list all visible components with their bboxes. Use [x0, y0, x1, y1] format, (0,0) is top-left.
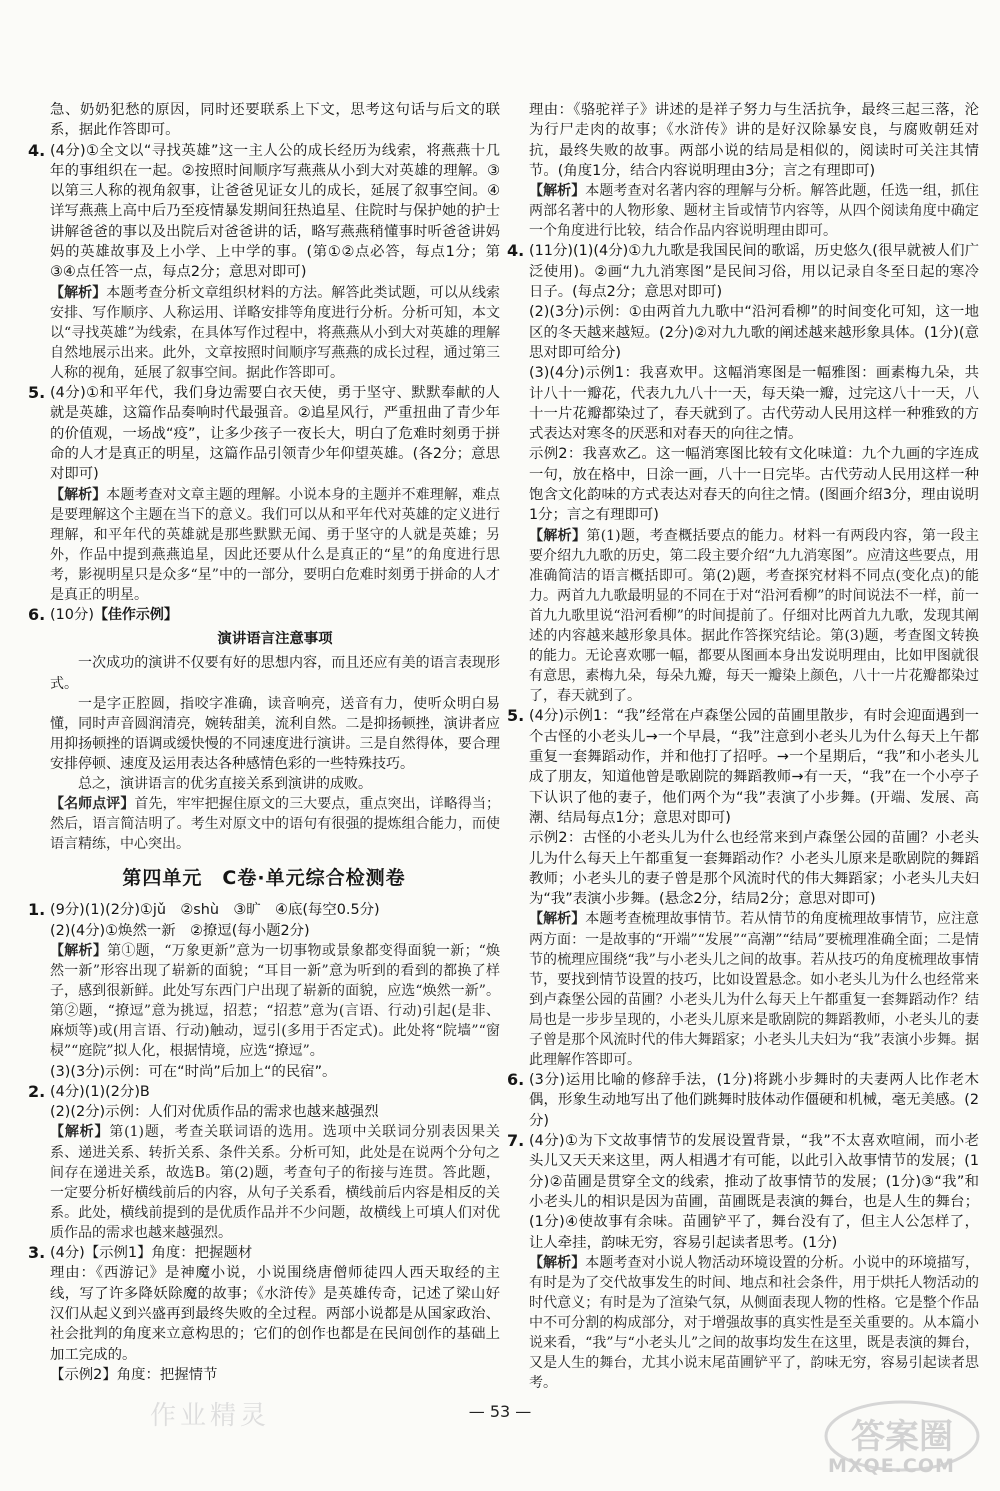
analysis-text: 本题考查对小说人物活动环境设置的分析。小说中的环境描写，有时是为了交代故事发生的时间、地点和社会条件，用于烘托人物活动的时代意义；有时是为了渲染气氛，从侧面表现人物的性格。它是整个作品中不可分割的构成部分，对于增强故事的真实性是至关重要的。从本篇小说来看，“我”与“小老头儿”之间的故事均发生在这里，既是表演的舞台，又是人生的舞台，尤其小说末尾苗圃铲平了，韵味无穷，容易引起读者思考。: [529, 1254, 980, 1392]
question-4: [28, 141, 500, 384]
analysis-tag: 【解析】: [50, 1124, 110, 1141]
teacher-comment: [50, 794, 500, 854]
answer-line: (9分)(1)(2分)①jǔ ②shù ③旷 ④底(每空0.5分): [50, 902, 380, 919]
answer-text: (3)(4分)示例1：我喜欢甲。这幅消寒图是一幅雅图：画素梅九朵，共计八十一瓣花，代表九九八十一天，每天染一瓣，过完这八十一天，八十一片花瓣都染过了，春天就到了。古代劳动人民用这样一种雅致的方式表达对寒冬的厌恶和对春天的向往之情。: [529, 365, 979, 443]
question-number: 5.: [28, 383, 46, 403]
answer-continuation: 理由：《骆驼祥子》讲述的是祥子努力与生活抗争，最终三起三落，沦为行尸走肉的故事；《水浒传》讲的是好汉除暴安良，与腐败朝廷对抗，最终失败的故事。两部小说的结局是相似的，阅读时可关注其情节。(角度1分，结合内容说明理由3分；言之有理即可): [529, 102, 979, 179]
section-question-1: [28, 900, 500, 1081]
analysis: [529, 1253, 979, 1394]
answer-line: (4分)【示例1】角度：把握题材: [50, 1245, 253, 1262]
section-question-7: [507, 1131, 979, 1393]
answer-line: (2)(4分)①焕然一新 ②撩逗(每小题2分): [50, 922, 310, 939]
answer-line: (2)(2分)示例：人们对优质作品的需求也越来越强烈: [50, 1104, 379, 1121]
essay-paragraph: 一次成功的演讲不仅要有好的思想内容，而且还应有美的语言表现形式。: [50, 655, 500, 692]
analysis-tag: 【解析】: [50, 486, 107, 503]
question-6: [28, 605, 500, 854]
analysis: [50, 283, 500, 383]
answer-line: 【示例2】角度：把握情节: [50, 1366, 218, 1383]
answer-text: (4分)①全文以“寻找英雄”这一主人公的成长经历为线索，将燕燕十几年的事组织在一起。②按照时间顺序写燕燕从小到大对英雄的理解。③以第三人称的视角叙事，让爸爸见证女儿的成长，延展了叙事空间。④详写燕燕上高中后乃至疫情暴发期间狂热追星、住院时与保护她的护士讲解爸爸的事以及出院后对爸爸讲的话，略写燕燕稍懂事时听爸爸讲妈妈的英雄故事及上小学、上中学的事。(第①②点必答，每点1分；第③④点任答一点，每点2分；意思对即可): [50, 142, 500, 281]
answer-text: (3分)运用比喻的修辞手法，(1分)将跳小步舞时的夫妻两人比作老木偶，形象生动地写出了他们跳舞时肢体动作僵硬和机械，毫无美感。(2分): [529, 1072, 979, 1129]
score-text: (10分): [50, 607, 94, 624]
answer-text: (2)(3分)示例：①由两首九九歌中“沿河看柳”的时间变化可知，这一地区的冬天越来越短。(2分)②对九九歌的阐述越来越形象具体。(1分)(意思对即可给分): [529, 304, 979, 361]
question-number: 5.: [507, 706, 525, 726]
comment-tag: 【名师点评】: [50, 796, 135, 813]
section-question-6: [507, 1070, 979, 1131]
answer-line: (3)(3分)示例：可在“时尚”后加上“的民宿”。: [50, 1063, 337, 1080]
watermark-logo-text: 答案圈: [851, 1417, 953, 1457]
analysis-text: 第(1)题，考查概括要点的能力。材料一有两段内容，第一段主要介绍九九歌的历史，第二段主要介绍“九九消寒图”。应清这些要点，用准确简洁的语言概括即可。第(2)题，考查探究材料不同点(变化点)的能力。两首九九歌最明显的不同在于对“沿河看柳”的时间说法不一样，前一首九九歌里说“沿河看柳”的时间提前了。仔细对比两首九九歌，发现其阐述的内容越来越形象具体。据此作答探究结论。第(3)题，考查图文转换的能力。无论喜欢哪一幅，都要从图画本身出发说明理由，比如甲图就很有意思，素梅九朵，每朵九瓣，每天一瓣染上颜色，八十一片花瓣都染过了，春天就到了。: [529, 527, 979, 705]
answer-line: (4分)(1)(2分)B: [50, 1083, 150, 1100]
essay-paragraph: 总之，演讲语言的优劣直接关系到演讲的成败。: [78, 776, 372, 793]
analysis: [529, 526, 979, 707]
question-number: 6.: [507, 1070, 525, 1090]
analysis-text: 本题考查梳理故事情节。若从情节的角度梳理故事情节，应注意两方面：一是故事的“开端”“发展”“高潮”“结局”要梳理准确全面；二是情节的梳理应围绕“我”与小老头儿之间的故事。若从技巧的角度梳理故事情节，要找到情节设置的技巧，比如设置悬念。如小老头儿为什么也经常来到卢森堡公园的苗圃？小老头儿为什么每天上午都重复一套舞蹈动作？结局也是一步步呈现的，小老头儿原来是歌剧院的舞蹈教师，小老头儿的妻子曾是那个风流时代的伟大舞蹈家；小老头儿夫妇为“我”表演小步舞。据此理解作答即可。: [529, 911, 980, 1069]
answer-text: (4分)①为下文故事情节的发展设置背景，“我”不太喜欢喧闹，而小老头儿又天天来这里，两人相遇才有可能，以此引入故事情节的发展；(1分)②苗圃是贯穿全文的线索，推动了故事情节的发展；(1分)③“我”和小老头儿的相识是因为苗圃，苗圃既是表演的舞台，也是人生的舞台；(1分)④使故事有余味。苗圃铲平了，舞台没有了，但主人公怎样了，让人牵挂，韵味无穷，容易引起读者思考。(1分): [529, 1133, 979, 1251]
analysis-tag: 【解析】: [50, 284, 107, 301]
analysis-text: 第①题，“万象更新”意为一切事物或景象都变得面貌一新；“焕然一新”形容出现了崭新的面貌；“耳目一新”意为听到的看到的都换了样子，感到很新鲜。此处写东西门户出现了崭新的面貌，应选“焕然一新”。第②题，“撩逗”意为挑逗，招惹；“招惹”意为(言语、行动)引起(是非、麻烦等)或(用言语、行动)触动，逗引(多用于否定式)。此处将“院墙”“窗棂”“庭院”拟人化，根据情境，应选“撩逗”。: [50, 943, 500, 1060]
answer-text: 示例2：古怪的小老头儿为什么也经常来到卢森堡公园的苗圃？小老头儿为什么每天上午都重复一套舞蹈动作？小老头儿原来是歌剧院的舞蹈教师；小老头儿的妻子曾是那个风流时代的伟大舞蹈家；小老头儿夫妇为“我”表演小步舞。(悬念2分，结局2分；意思对即可): [529, 830, 979, 908]
question-number: 4.: [507, 241, 525, 261]
page-number: — 53 —: [468, 1402, 532, 1421]
answer-continuation: 急、奶奶犯愁的原因，同时还要联系上下文，思考这句话与后文的联系，据此作答即可。: [50, 102, 500, 139]
analysis: [50, 485, 500, 606]
section-question-4: [507, 241, 979, 706]
analysis: [50, 1122, 500, 1243]
analysis-tag: 【解析】: [529, 911, 586, 928]
right-column: [507, 100, 979, 1394]
comment-text: 首先，牢牢把握住原文的三大要点，重点突出，详略得当；然后，语言简洁明了。考生对原文中的语句有很强的提炼组合能力，而使语言精练，中心突出。: [50, 796, 501, 853]
analysis: [529, 909, 979, 1070]
question-5: [28, 383, 500, 605]
question-number: 1.: [28, 900, 46, 920]
answer-text: (4分)①和平年代，我们身边需要白衣天使，勇于坚守、默默奉献的人就是英雄，这篇作品奏响时代最强音。②追星风行，严重扭曲了青少年的价值观，一场战“疫”，让多少孩子一夜长大，明白了危难时刻勇于拼命的人才是真正的明星，这篇作品引领青少年仰望英雄。(各2分；意思对即可): [50, 385, 500, 483]
analysis: [529, 181, 979, 241]
watermark-text-left: 作业精灵: [150, 1401, 271, 1431]
analysis-text: 本题考查对文章主题的理解。小说本身的主题并不难理解，难点是要理解这个主题在当下的意义。我们可以从和平年代对英雄的定义进行理解，和平年代的英雄就是那些默默无闻、勇于坚守的人就是英雄；另外，作品中提到燕燕追星，因此还要从什么是真正的“星”的角度进行思考，影视明星只是众多“星”中的一部分，要明白危难时刻勇于拼命的人才是真正的明星。: [50, 486, 501, 604]
answer-text: 理由：《西游记》是神魔小说，小说围绕唐僧师徒四人西天取经的主线，写了许多降妖除魔的故事；《水浒传》是英雄传奇，记述了梁山好汉们从起义到兴盛再到最终失败的全过程。两部小说都是从国家政治、社会批判的角度来立意构思的；它们的创作也都是在民间创作的基础上加工完成的。: [50, 1265, 500, 1363]
section-question-5: [507, 706, 979, 1070]
analysis: [50, 941, 500, 1062]
essay-paragraph: 一是字正腔圆，指咬字准确，读音响亮，送音有力，使听众明白易懂，同时声音圆润清亮，婉转甜美，流利自然。二是抑扬顿挫，演讲者应用抑扬顿挫的语调或缓快慢的不同速度进行演讲。三是自然得体，要合理安排停顿、速度及运用表达各种感情色彩的一些特殊技巧。: [50, 695, 500, 772]
question-number: 7.: [507, 1131, 525, 1151]
watermark-site: MXQE.COM: [828, 1455, 955, 1477]
answer-text: (4分)示例1：“我”经常在卢森堡公园的苗圃里散步，有时会迎面遇到一个古怪的小老头儿→一个早晨，“我”注意到小老头儿为什么每天上午都重复一套舞蹈动作，并和他打了招呼。→一个星期后，“我”和小老头儿成了朋友，知道他曾是歌剧院的舞蹈教师→有一天，“我”在一个小亭子下认识了他的妻子，他们两个为“我”表演了小步舞。(开端、发展、高潮、结局每点1分；意思对即可): [529, 708, 979, 826]
analysis-tag: 【解析】: [529, 183, 586, 200]
analysis-tag: 【解析】: [529, 1254, 586, 1271]
section-title: 第四单元 C卷·单元综合检测卷: [122, 867, 406, 890]
question-number: 4.: [28, 140, 46, 160]
sample-tag: 【佳作示例】: [93, 607, 178, 624]
question-number: 3.: [28, 1243, 46, 1263]
analysis-text: 第(1)题，考查关联词语的选用。选项中关联词分别表因果关系、递进关系、转折关系、条件关系。分析可知，此处是在说两个分句之间存在递进关系，故选B。第(2)题，考查句子的衔接与连贯。答此题，一定要分析好横线前后的内容，从句子关系看，横线前后内容是相反的关系。此处，横线前提到的是优质作品并不少问题，故横线上可填人们对优质作品的需求也越来越强烈。: [50, 1124, 500, 1241]
answer-text: [50, 605, 500, 625]
question-number: 6.: [28, 605, 46, 625]
analysis-tag: 【解析】: [50, 943, 108, 960]
left-column: [28, 100, 500, 1385]
answer-text: (11分)(1)(4分)①九九歌是我国民间的歌谣，历史悠久(很早就被人们广泛使用)。②画“九九消寒图”是民间习俗，用以记录自冬至日起的寒冷日子。(每点2分；意思对即可): [529, 243, 979, 301]
analysis-tag: 【解析】: [529, 527, 587, 544]
section-question-2: [28, 1082, 500, 1243]
analysis-text: 本题考查对名著内容的理解与分析。解答此题，任选一组，抓住两部名著中的人物形象、题材主旨或情节内容等，从四个阅读角度中确定一个角度进行比较，结合作品内容说明理由即可。: [529, 183, 980, 240]
section-question-3: [28, 1243, 500, 1385]
answer-text: 示例2：我喜欢乙。这一幅消寒图比较有文化味道：九个九画的字连成一句，放在格中，日涂一画，八十一日完毕。古代劳动人民用这样一种饱含文化韵味的方式表达对春天的向往之情。(图画介绍3分，理由说明1分；言之有理即可): [529, 446, 979, 524]
analysis-text: 本题考查分析文章组织材料的方法。解答此类试题，可以从线索安排、写作顺序、人称运用、详略安排等角度进行分析。分析可知，本文以“寻找英雄”为线索，在具体写作过程中，将燕燕从小到大对英雄的理解自然地展示出来。此外，文章按照时间顺序写燕燕的成长过程，通过第三人称的视角，延展了叙事空间。据此作答即可。: [50, 284, 501, 382]
essay-title: 演讲语言注意事项: [217, 631, 333, 648]
question-number: 2.: [28, 1081, 46, 1101]
